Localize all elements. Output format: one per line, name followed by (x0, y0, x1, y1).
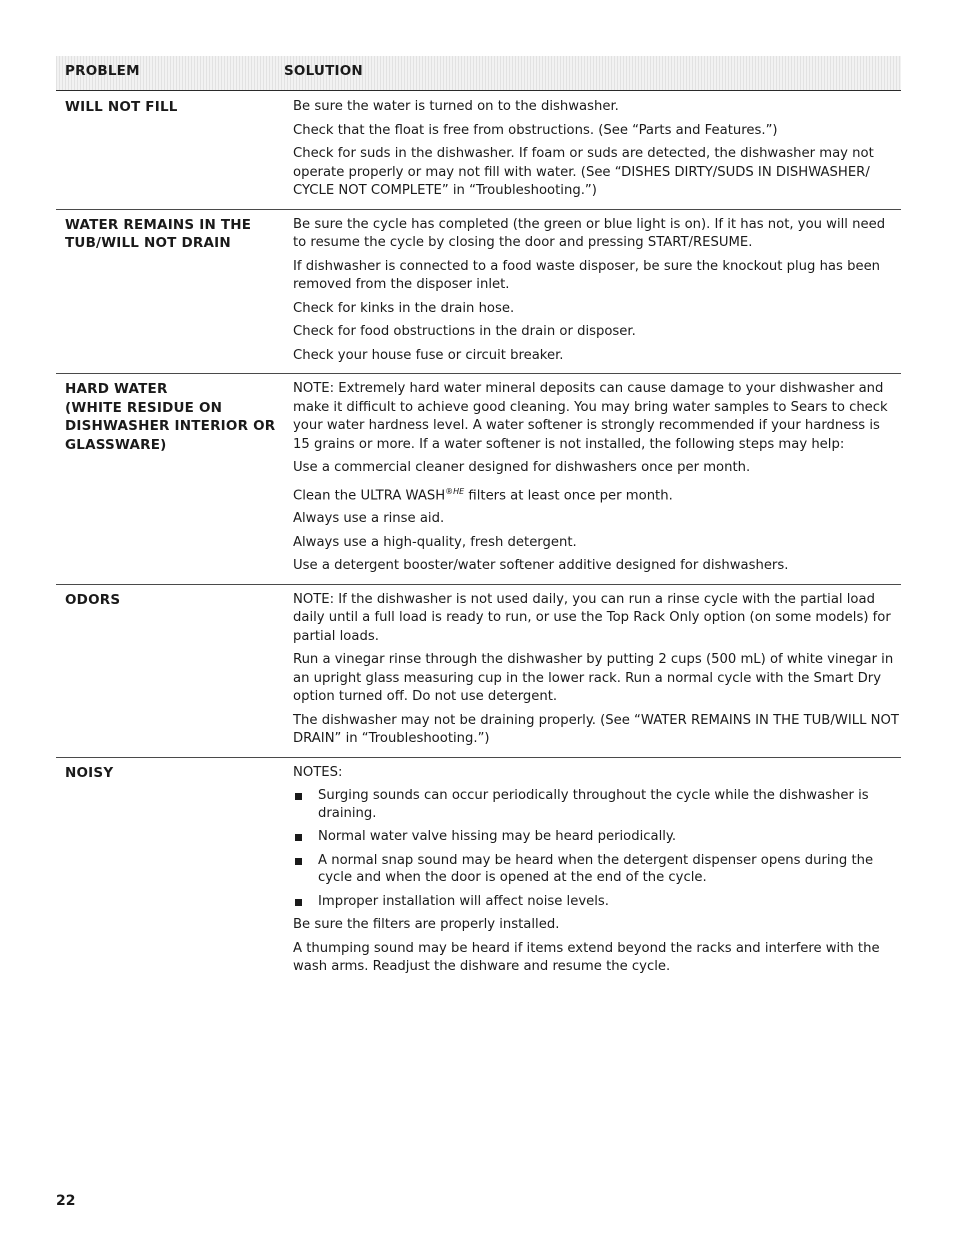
bullet-item (293, 852, 899, 887)
solution-text: Run a vinegar rinse through the dishwasher by putting 2 cups (500 mL) of white vinegar in an upright glass measuring cup in the lower rack. Run a normal cycle with the Smart Dry option turned off. Do not use detergent. (293, 652, 894, 705)
table-row (56, 374, 901, 585)
bullet-list (293, 787, 899, 910)
solution-text: NOTE: If the dishwasher is not used daily, you can run a rinse cycle with the partial load daily until a full load is ready to run, or use the Top Rack Only option (on some models) for partial loads. (293, 591, 891, 644)
solution-cell (293, 764, 899, 977)
square-bullet-icon (295, 793, 302, 800)
solution-cell (293, 216, 899, 366)
solution-text: Check that the float is free from obstructions. (See “Parts and Features.”) (293, 122, 778, 138)
problem-label: ODORS (65, 591, 121, 608)
solution-column-header: SOLUTION (284, 63, 363, 79)
solution-text: Be sure the water is turned on to the dishwasher. (293, 99, 619, 114)
solution-text: Always use a rinse aid. (293, 511, 445, 527)
solution-text: Use a detergent booster/water softener additive designed for dishwashers. (293, 558, 789, 574)
solution-text: The dishwasher may not be draining properly. (See “WATER REMAINS IN THE TUB/WILL NOT DRAIN” in “Troubleshooting.”) (293, 712, 899, 747)
solution-text: Check for suds in the dishwasher. If foam or suds are detected, the dishwasher may not operate properly or may not fill with water. (See “DISHES DIRTY/SUDS IN DISHWASHER/ CYCLE NOT COMPLETE” in “Troubleshooting.”) (293, 146, 874, 198)
square-bullet-icon (295, 858, 302, 865)
table-row (56, 92, 901, 210)
solution-text: If dishwasher is connected to a food waste disposer, be sure the knockout plug has been removed from the disposer inlet. (293, 258, 881, 292)
solution-cell (293, 380, 899, 576)
problem-label: WILL NOT FILL (65, 99, 178, 115)
troubleshooting-table (56, 92, 901, 985)
trademark-mark: ®HE (445, 486, 465, 496)
solution-text: A thumping sound may be heard if items extend beyond the racks and interfere with the wash arms. Readjust the dishware and resume the cycle. (293, 940, 880, 975)
solution-text: NOTES: (293, 764, 343, 780)
bullet-item (293, 828, 899, 846)
solution-text: Be sure the cycle has completed (the green or blue light is on). If it has not, you will need to resume the cycle by closing the door and pressing START/RESUME. (293, 216, 886, 250)
page-number: 22 (56, 1193, 76, 1209)
square-bullet-icon (295, 899, 302, 906)
solution-text: Check your house fuse or circuit breaker. (293, 347, 564, 363)
table-row (56, 210, 901, 375)
solution-text: Use a commercial cleaner designed for dishwashers once per month. (293, 460, 751, 475)
bullet-text: A normal snap sound may be heard when the detergent dispenser opens during the cycle and when the door is opened at the end of the cycle. (318, 852, 874, 886)
bullet-item (293, 893, 899, 911)
bullet-text: Normal water valve hissing may be heard periodically. (318, 829, 677, 845)
bullet-item (293, 787, 899, 822)
problem-label: NOISY (65, 764, 114, 781)
bullet-text: Improper installation will affect noise levels. (318, 893, 609, 909)
table-row (56, 585, 901, 758)
solution-text: Check for kinks in the drain hose. (293, 300, 515, 316)
solution-text: Always use a high-quality, fresh detergent. (293, 534, 577, 550)
bullet-text: Surging sounds can occur periodically throughout the cycle while the dishwasher is draining. (318, 788, 869, 821)
table-header (56, 56, 901, 91)
solution-cell (293, 591, 899, 749)
solution-text-part: filters at least once per month. (464, 487, 673, 503)
problem-column-header: PROBLEM (65, 63, 140, 79)
solution-cell (293, 98, 899, 201)
solution-text: Check for food obstructions in the drain or disposer. (293, 324, 636, 339)
solution-text-part: Clean the ULTRA WASH (293, 487, 446, 503)
solution-text (293, 483, 899, 506)
solution-text: Be sure the filters are properly installed. (293, 917, 560, 933)
solution-text: NOTE: Extremely hard water mineral deposits can cause damage to your dishwasher and make it difficult to achieve good cleaning. You may bring water samples to Sears to check your water hardness level. A water softener is strongly recommended if your hardness is 15 grains or more. If a water softener is not installed, the following steps may help: (293, 381, 888, 452)
square-bullet-icon (295, 834, 302, 841)
problem-label: WATER REMAINS IN THE TUB/WILL NOT DRAIN (65, 216, 252, 251)
table-row (56, 758, 901, 985)
problem-label: HARD WATER (WHITE RESIDUE ON DISHWASHER INTERIOR OR GLASSWARE) (65, 381, 276, 453)
